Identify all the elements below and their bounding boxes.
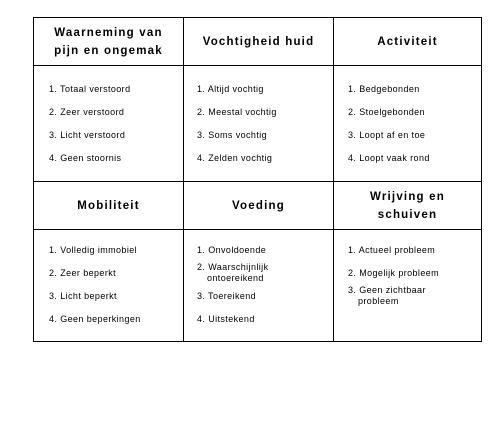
list-item: 3. Licht beperkt (49, 291, 117, 301)
list-item-text: 3. Geen zichtbaar (348, 285, 426, 295)
list-item (348, 285, 426, 307)
list-item-text-continued: ontoereikend (207, 273, 264, 283)
list-item: 1. Altijd vochtig (197, 84, 264, 94)
list-voeding (197, 230, 327, 342)
list-item: 3. Loopt af en toe (348, 130, 426, 140)
list-item-text-continued: probleem (358, 296, 399, 306)
header-line: pijn en ongemak (54, 44, 163, 57)
header-line: Waarneming van (54, 26, 163, 39)
list-item (197, 245, 266, 256)
list-item-text: 2. Mogelijk probleem (348, 268, 440, 278)
list-item (197, 314, 255, 325)
header-line: schuiven (377, 208, 438, 221)
header-voeding (184, 182, 333, 229)
list-item: 4. Geen beperkingen (49, 314, 141, 324)
column-divider (333, 18, 334, 341)
list-item: 2. Stoelgebonden (348, 107, 425, 117)
list-item-text: 4. Uitstekend (197, 314, 255, 324)
header-line: Wrijving en (370, 190, 445, 203)
list-item-text: 3. Toereikend (197, 291, 257, 301)
header-line: Activiteit (377, 35, 438, 48)
list-item-text: 1. Onvoldoende (197, 245, 267, 255)
list-item (197, 262, 268, 284)
list-item (197, 291, 256, 302)
list-item: 1. Volledig immobiel (49, 245, 138, 255)
braden-scale-table (33, 17, 482, 342)
list-item-text: 1. Actueel probleem (348, 245, 436, 255)
header-line: Vochtigheid huid (202, 35, 315, 48)
list-item: 4. Geen stoornis (49, 153, 122, 163)
list-item: 1. Bedgebonden (348, 84, 420, 94)
header-line: Voeding (232, 199, 285, 212)
list-item: 2. Zeer verstoord (49, 107, 125, 117)
column-divider (183, 18, 184, 341)
list-mobiliteit (49, 230, 179, 342)
list-item: 2. Meestal vochtig (197, 107, 277, 117)
list-wrijving-schuiven (348, 230, 478, 342)
list-item: 2. Zeer beperkt (49, 268, 117, 278)
list-vochtigheid-huid (197, 18, 327, 181)
list-waarneming-pijn (49, 18, 179, 181)
list-item: 4. Zelden vochtig (197, 153, 273, 163)
header-wrijving-schuiven (334, 182, 481, 229)
list-item: 3. Soms vochtig (197, 130, 268, 140)
list-item-text: 2. Waarschijnlijk (197, 262, 269, 272)
header-mobiliteit (34, 182, 183, 229)
list-item: 4. Loopt vaak rond (348, 153, 430, 163)
list-item (348, 268, 439, 279)
list-item: 3. Licht verstoord (49, 130, 126, 140)
list-item: 1. Totaal verstoord (49, 84, 131, 94)
list-item (348, 245, 435, 256)
list-activiteit (348, 18, 478, 181)
header-line: Mobiliteit (77, 199, 140, 212)
